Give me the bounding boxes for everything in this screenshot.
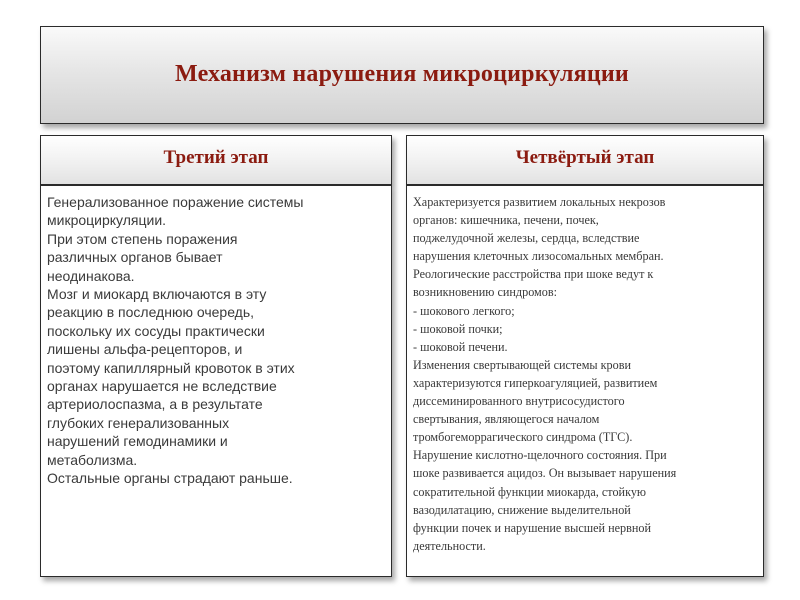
third-stage-line: микроциркуляции. <box>47 212 167 229</box>
fourth-stage-line: деятельности. <box>413 538 486 553</box>
title-banner <box>40 26 764 124</box>
fourth-stage-line: сократительной функции миокарда, стойкую <box>413 484 647 499</box>
third-stage-text <box>47 193 389 488</box>
fourth-stage-line: - шоковой почки; <box>413 321 503 336</box>
third-stage-line: реакцию в последнюю очередь, <box>47 304 255 321</box>
third-stage-line: Генерализованное поражение системы <box>47 194 304 210</box>
third-stage-line: неодинакова. <box>47 267 135 284</box>
fourth-stage-line: Нарушение кислотно-щелочного состояния. При <box>413 448 667 463</box>
third-stage-line: различных органов бывает <box>47 249 223 266</box>
third-stage-line: лишены альфа-рецепторов, и <box>47 341 243 358</box>
fourth-stage-line: тромбогеморрагического синдрома (ТГС). <box>413 430 633 445</box>
third-stage-panel <box>40 185 392 577</box>
fourth-stage-title: Четвёртый этап <box>515 147 655 168</box>
fourth-stage-line: диссеминированного внутрисосудистого <box>413 394 625 409</box>
third-stage-line: Остальные органы страдают раньше. <box>47 470 293 487</box>
fourth-stage-text <box>413 193 761 555</box>
slide-title: Механизм нарушения микроциркуляции <box>175 61 629 87</box>
fourth-stage-line: свертывания, являющегося началом <box>413 412 600 427</box>
third-stage-line: метаболизма. <box>47 451 138 468</box>
third-stage-title: Третий этап <box>163 147 269 168</box>
fourth-stage-header <box>406 135 764 185</box>
third-stage-line: артериолоспазма, а в результате <box>47 396 263 413</box>
fourth-stage-line: Характеризуется развитием локальных некрозов <box>413 195 666 209</box>
fourth-stage-line: Изменения свертывающей системы крови <box>413 357 632 372</box>
fourth-stage-line: возникновению синдромов: <box>413 285 558 300</box>
third-stage-header <box>40 135 392 185</box>
fourth-stage-line: Реологические расстройства при шоке ведут к <box>413 267 654 282</box>
third-stage-line: При этом степень поражения <box>47 230 238 247</box>
third-stage-line: Мозг и миокард включаются в эту <box>47 286 267 303</box>
fourth-stage-line: органов: кишечника, печени, почек, <box>413 213 599 228</box>
third-stage-line: поэтому капиллярный кровоток в этих <box>47 359 295 376</box>
third-stage-line: органах нарушается не вследствие <box>47 378 277 395</box>
fourth-stage-panel <box>406 185 764 577</box>
fourth-stage-line: характеризуются гиперкоагуляцией, развитием <box>413 375 658 390</box>
fourth-stage-line: - шоковой печени. <box>413 339 508 354</box>
fourth-stage-line: шоке развивается ацидоз. Он вызывает нарушения <box>413 466 677 481</box>
third-stage-line: поскольку их сосуды практически <box>47 322 265 339</box>
fourth-stage-line: вазодилатацию, снижение выделительной <box>413 502 631 517</box>
third-stage-line: нарушений гемодинамики и <box>47 433 228 450</box>
fourth-stage-line: поджелудочной железы, сердца, вследствие <box>413 231 640 246</box>
fourth-stage-line: нарушения клеточных лизосомальных мембран. <box>413 249 664 264</box>
fourth-stage-line: - шокового легкого; <box>413 303 515 318</box>
fourth-stage-line: функции почек и нарушение высшей нервной <box>413 520 652 535</box>
third-stage-line: глубоких генерализованных <box>47 414 230 431</box>
